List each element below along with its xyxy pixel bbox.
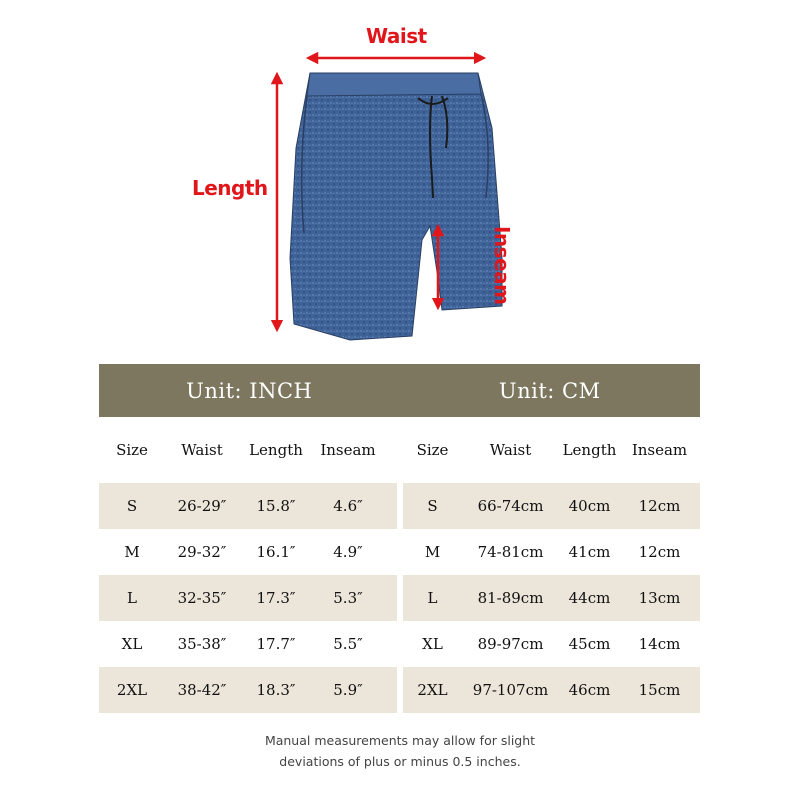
length-cell: 15.8″: [256, 497, 296, 515]
table-row: [403, 483, 701, 529]
table-row: [99, 529, 397, 575]
length-cell: 18.3″: [256, 681, 296, 699]
note-line-1: Manual measurements may allow for slight: [264, 733, 536, 748]
table-row: [403, 667, 701, 713]
inseam-cell: 12cm: [638, 497, 681, 515]
size-cell: M: [424, 543, 441, 561]
waist-cell: 35-38″: [177, 635, 227, 653]
waist-cell: 26-29″: [177, 497, 227, 515]
size-cell: 2XL: [417, 681, 448, 699]
table-row: [403, 575, 701, 621]
length-cell: 44cm: [568, 589, 611, 607]
col-size: Size: [116, 441, 148, 459]
table-row: [99, 621, 397, 667]
inch-table: [99, 417, 397, 713]
cm-header-row: [403, 417, 701, 483]
size-cell: L: [427, 589, 438, 607]
size-cell: S: [427, 497, 438, 515]
col-waist: Waist: [181, 441, 223, 459]
length-cell: 40cm: [568, 497, 611, 515]
inseam-cell: 5.3″: [333, 589, 363, 607]
waist-cell: 89-97cm: [477, 635, 544, 653]
size-chart-table: [99, 364, 700, 713]
col-length: Length: [562, 441, 617, 459]
size-cell: L: [127, 589, 137, 607]
table-row: [99, 575, 397, 621]
col-size: Size: [416, 441, 449, 459]
length-cell: 45cm: [568, 635, 611, 653]
length-cell: 17.3″: [256, 589, 296, 607]
waist-cell: 38-42″: [177, 681, 227, 699]
cm-table: [403, 417, 701, 713]
length-cell: 41cm: [568, 543, 611, 561]
col-inseam: Inseam: [320, 441, 376, 459]
inseam-cell: 12cm: [638, 543, 681, 561]
shorts-shape: [290, 73, 502, 340]
length-cell: 46cm: [568, 681, 611, 699]
table-row: [99, 667, 397, 713]
size-cell: S: [126, 497, 138, 515]
inch-header-row: [99, 417, 397, 483]
inseam-cell: 5.9″: [333, 681, 363, 699]
table-row: [403, 621, 701, 667]
col-inseam: Inseam: [631, 441, 688, 459]
inseam-cell: 15cm: [638, 681, 681, 699]
inseam-cell: 13cm: [638, 589, 681, 607]
waist-cell: 29-32″: [177, 543, 227, 561]
unit-cm-title: Unit: CM: [498, 378, 601, 403]
waist-cell: 74-81cm: [477, 543, 544, 561]
col-length: Length: [249, 441, 303, 459]
table-row: [99, 483, 397, 529]
size-cell: 2XL: [116, 681, 148, 699]
waist-label: Waist: [366, 24, 427, 48]
inseam-label: Inseam: [490, 226, 514, 305]
col-waist: Waist: [489, 441, 532, 459]
size-cell: M: [124, 543, 140, 561]
table-row: [403, 529, 701, 575]
waist-cell: 66-74cm: [477, 497, 544, 515]
unit-inch-title: Unit: INCH: [186, 378, 313, 403]
length-cell: 16.1″: [256, 543, 296, 561]
inseam-cell: 14cm: [638, 635, 681, 653]
shorts-illustration: [180, 18, 600, 348]
size-cell: XL: [121, 635, 143, 653]
waist-cell: 32-35″: [177, 589, 227, 607]
size-cell: XL: [422, 635, 443, 653]
inseam-cell: 5.5″: [333, 635, 363, 653]
note-line-2: deviations of plus or minus 0.5 inches.: [279, 754, 521, 769]
inseam-cell: 4.9″: [333, 543, 363, 561]
length-cell: 17.7″: [256, 635, 296, 653]
length-label: Length: [192, 176, 268, 200]
waist-cell: 81-89cm: [477, 589, 544, 607]
measurement-note: [0, 730, 800, 772]
unit-header-bar: [99, 364, 700, 417]
waist-cell: 97-107cm: [472, 681, 549, 699]
inseam-cell: 4.6″: [333, 497, 363, 515]
